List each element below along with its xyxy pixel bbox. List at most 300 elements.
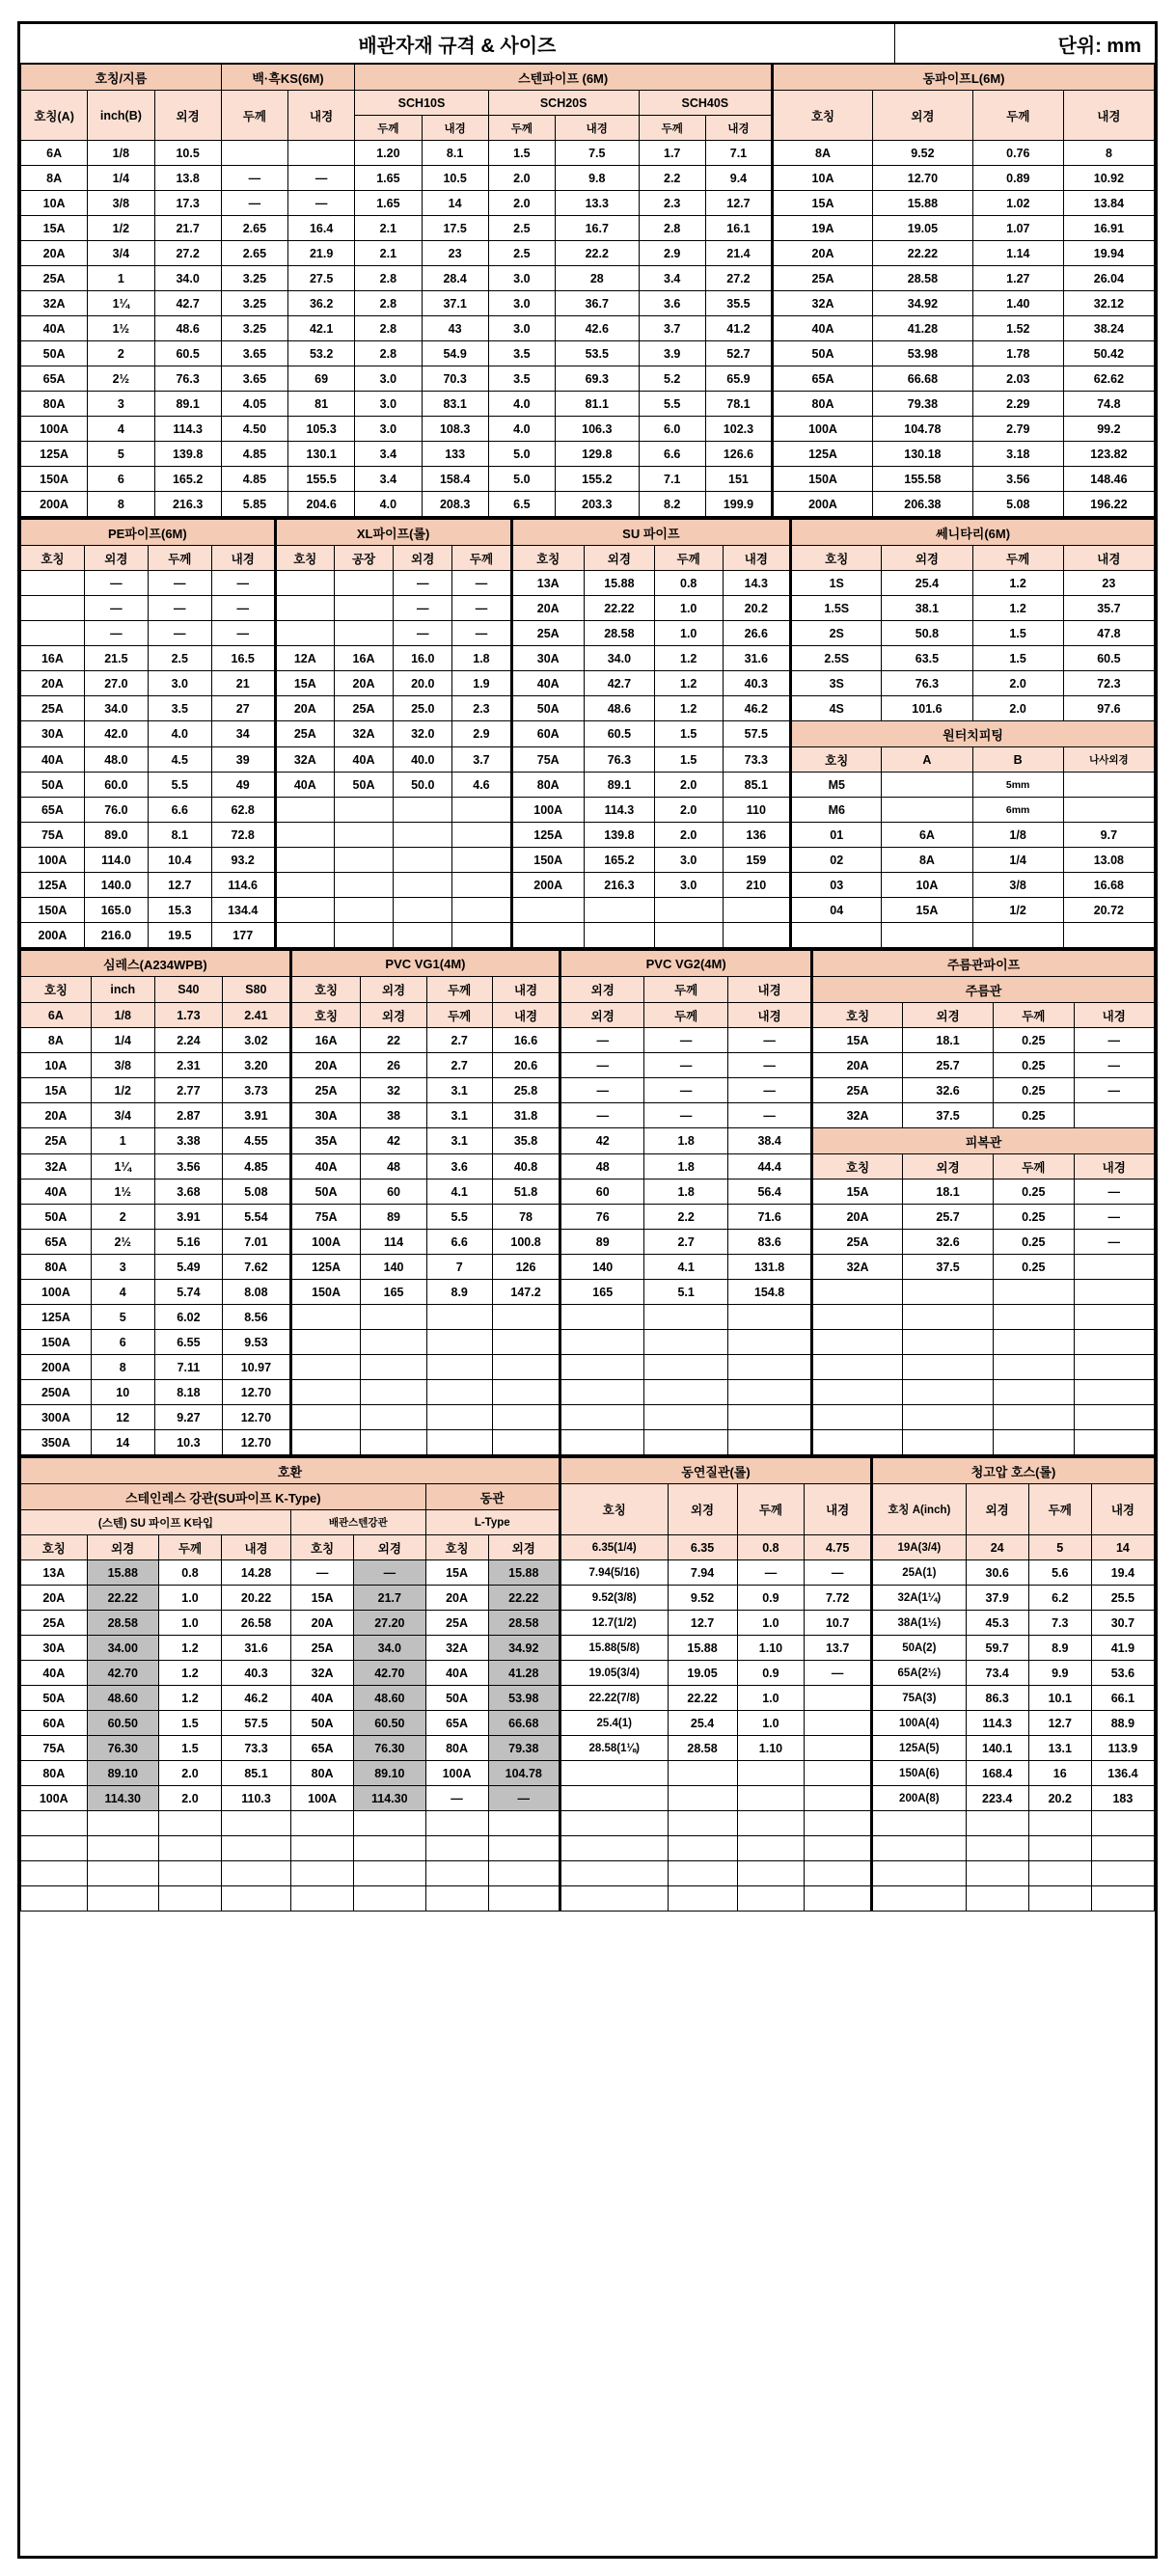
cell-v1-12-3 bbox=[492, 1330, 560, 1355]
cell-cor1-2-0: 25A bbox=[812, 1078, 903, 1103]
table-row bbox=[21, 1586, 1155, 1611]
cell-hose-1-3: 25.5 bbox=[1091, 1586, 1154, 1611]
cell-b1-7-10: 41.2 bbox=[705, 316, 772, 341]
cell-b1-0-13: 0.76 bbox=[972, 141, 1063, 166]
h-cor1-1: 외경 bbox=[903, 1003, 994, 1028]
h-vg1-1: 외경 bbox=[361, 977, 426, 1003]
cell-b1-13-5: 3.4 bbox=[355, 467, 422, 492]
cell-b1-1-0: 8A bbox=[21, 166, 88, 191]
cell-v1-13-1 bbox=[361, 1355, 426, 1380]
cell-v1-10-3: 147.2 bbox=[492, 1280, 560, 1305]
cell-b1-13-4: 155.5 bbox=[288, 467, 355, 492]
cell-b1-11-4: 105.3 bbox=[288, 417, 355, 442]
cell-v2-7-0: 76 bbox=[560, 1205, 644, 1230]
cell-v2-8-1: 2.7 bbox=[644, 1230, 728, 1255]
block4-section-row bbox=[21, 1457, 1155, 1484]
cell-hose-9-0: 200A(8) bbox=[872, 1786, 967, 1811]
cell-b1-7-5: 2.8 bbox=[355, 316, 422, 341]
cell-pe-6-3: 34 bbox=[211, 721, 275, 747]
cell-v1-4-1: 42 bbox=[361, 1128, 426, 1154]
cell-pe-2-0 bbox=[21, 621, 85, 646]
cell-xl-10-2 bbox=[394, 823, 452, 848]
cell-st-4-6: 40A bbox=[425, 1661, 488, 1686]
cell-v1-7-0: 75A bbox=[290, 1205, 361, 1230]
cell-b1-14-12: 206.38 bbox=[872, 492, 972, 517]
cell-cor-blank-15-1 bbox=[903, 1405, 994, 1430]
cell-v2-11-0 bbox=[560, 1305, 644, 1330]
cell-pe-0-3: — bbox=[211, 571, 275, 596]
cell-sc-9-0 bbox=[560, 1786, 668, 1811]
cell-xl-8-2: 50.0 bbox=[394, 773, 452, 798]
cell-b1-2-6: 14 bbox=[422, 191, 488, 216]
cell-sl-6-1: 1¼ bbox=[91, 1154, 154, 1180]
cell-v1-15-0 bbox=[290, 1405, 361, 1430]
cell-v2-15-2 bbox=[728, 1405, 812, 1430]
cell-b1-10-1: 3 bbox=[88, 392, 154, 417]
h-st-0: 호칭 bbox=[21, 1535, 88, 1560]
spec-sheet bbox=[17, 21, 1158, 2559]
cell-b1-0-8: 7.5 bbox=[556, 141, 640, 166]
cell-b1-10-12: 79.38 bbox=[872, 392, 972, 417]
cell-b1-10-6: 83.1 bbox=[422, 392, 488, 417]
cell-su-9-2: 2.0 bbox=[654, 798, 723, 823]
table-row bbox=[21, 646, 1155, 671]
cell-su-2-0: 25A bbox=[511, 621, 584, 646]
cell-b1-0-11: 8A bbox=[773, 141, 873, 166]
cell-xl-6-3: 2.9 bbox=[452, 721, 511, 747]
h-st-3: 내경 bbox=[222, 1535, 291, 1560]
cell-sc-11-2 bbox=[737, 1836, 805, 1861]
cell-xl-5-1: 25A bbox=[334, 696, 393, 721]
cell-pe-2-1: — bbox=[84, 621, 148, 646]
h-cor2-0: 호칭 bbox=[812, 1154, 903, 1180]
cell-v2-10-2: 154.8 bbox=[728, 1280, 812, 1305]
cell-hose-12-1 bbox=[966, 1861, 1028, 1886]
cell-sl-2-0: 10A bbox=[21, 1053, 92, 1078]
cell-v1-13-3 bbox=[492, 1355, 560, 1380]
cell-hose-2-2: 7.3 bbox=[1028, 1611, 1091, 1636]
cell-fit-1-3 bbox=[1063, 798, 1154, 823]
cell-b1-13-12: 155.58 bbox=[872, 467, 972, 492]
cell-sc-4-0: 19.05(3/4) bbox=[560, 1661, 668, 1686]
cell-b1-3-3: 2.65 bbox=[221, 216, 287, 241]
cell-st-7-0: 75A bbox=[21, 1736, 88, 1761]
cell-st-9-7: — bbox=[488, 1786, 560, 1811]
cell-su-13-3 bbox=[723, 898, 791, 923]
cell-v1-15-2 bbox=[426, 1405, 492, 1430]
cell-st-12-2 bbox=[158, 1861, 221, 1886]
cell-b1-14-8: 203.3 bbox=[556, 492, 640, 517]
block4-header-row bbox=[21, 1535, 1155, 1560]
cell-sc-12-1 bbox=[668, 1861, 737, 1886]
cell-b1-4-13: 1.14 bbox=[972, 241, 1063, 266]
cell-v1-4-2: 3.1 bbox=[426, 1128, 492, 1154]
cell-cor2-2-3: — bbox=[1074, 1230, 1155, 1255]
cell-b1-0-3 bbox=[221, 141, 287, 166]
cell-sc-10-2 bbox=[737, 1811, 805, 1836]
cell-v1-0-3: 16.6 bbox=[492, 1028, 560, 1053]
h-sc-1: 외경 bbox=[668, 1484, 737, 1535]
cell-xl-13-2 bbox=[394, 898, 452, 923]
cell-st-0-3: 14.28 bbox=[222, 1560, 291, 1586]
table-row bbox=[21, 621, 1155, 646]
cell-b1-10-10: 78.1 bbox=[705, 392, 772, 417]
cell-st-13-4 bbox=[291, 1886, 354, 1912]
cell-xl-3-1: 16A bbox=[334, 646, 393, 671]
cell-st-13-2 bbox=[158, 1886, 221, 1912]
table-row bbox=[21, 191, 1155, 216]
h-sa-2: 두께 bbox=[972, 546, 1063, 571]
cell-sl-4-0: 20A bbox=[21, 1103, 92, 1128]
cell-v1-8-2: 6.6 bbox=[426, 1230, 492, 1255]
cell-st-0-0: 13A bbox=[21, 1560, 88, 1586]
cell-hose-11-1 bbox=[966, 1836, 1028, 1861]
cell-st-12-4 bbox=[291, 1861, 354, 1886]
cell-cor-blank-15-3 bbox=[1074, 1405, 1155, 1430]
cell-sa-4-2: 2.0 bbox=[972, 671, 1063, 696]
cell-pe-2-3: — bbox=[211, 621, 275, 646]
cell-b1-1-12: 12.70 bbox=[872, 166, 972, 191]
cell-v1-6-0: 50A bbox=[290, 1180, 361, 1205]
cell-v1-12-0 bbox=[290, 1330, 361, 1355]
cell-v1-11-0 bbox=[290, 1305, 361, 1330]
cell-sl-16-3: 12.70 bbox=[223, 1405, 291, 1430]
cell-b1-7-1: 1½ bbox=[88, 316, 154, 341]
h-fit-3: 나사외경 bbox=[1063, 747, 1154, 773]
table-row bbox=[21, 571, 1155, 596]
cell-b1-3-2: 21.7 bbox=[154, 216, 221, 241]
cell-pe-7-0: 40A bbox=[21, 747, 85, 773]
h-hose-1: 외경 bbox=[966, 1484, 1028, 1535]
h-xl-2: 외경 bbox=[394, 546, 452, 571]
cell-b1-9-11: 65A bbox=[773, 366, 873, 392]
cell-sl-0-2: 1.73 bbox=[154, 1003, 223, 1028]
cell-b1-5-5: 2.8 bbox=[355, 266, 422, 291]
cell-pe-1-0 bbox=[21, 596, 85, 621]
cell-b1-2-1: 3/8 bbox=[88, 191, 154, 216]
cell-b1-6-13: 1.40 bbox=[972, 291, 1063, 316]
cell-b1-11-3: 4.50 bbox=[221, 417, 287, 442]
cell-sc-13-0 bbox=[560, 1886, 668, 1912]
cell-b1-10-0: 80A bbox=[21, 392, 88, 417]
cell-sa-2-1: 50.8 bbox=[882, 621, 972, 646]
h-inch: inch(B) bbox=[88, 91, 154, 141]
cell-sl-1-2: 2.24 bbox=[154, 1028, 223, 1053]
h-st-7: 외경 bbox=[488, 1535, 560, 1560]
table-row bbox=[21, 266, 1155, 291]
cell-xl-12-0 bbox=[275, 873, 334, 898]
cell-sl-6-3: 4.85 bbox=[223, 1154, 291, 1180]
cell-st-10-0 bbox=[21, 1811, 88, 1836]
cell-hose-4-3: 53.6 bbox=[1091, 1661, 1154, 1686]
table-row bbox=[21, 671, 1155, 696]
cell-v2-5-0: 48 bbox=[560, 1154, 644, 1180]
cell-b1-1-9: 2.2 bbox=[639, 166, 705, 191]
cell-v2-9-2: 131.8 bbox=[728, 1255, 812, 1280]
cell-sl-12-3: 8.56 bbox=[223, 1305, 291, 1330]
cell-b1-4-6: 23 bbox=[422, 241, 488, 266]
cell-b1-2-5: 1.65 bbox=[355, 191, 422, 216]
cell-pe-4-0: 20A bbox=[21, 671, 85, 696]
cell-b1-0-2: 10.5 bbox=[154, 141, 221, 166]
table-row bbox=[21, 1405, 1155, 1430]
h-vg2b-0: 외경 bbox=[560, 1003, 644, 1028]
cell-st-6-0: 60A bbox=[21, 1711, 88, 1736]
cell-b1-5-8: 28 bbox=[556, 266, 640, 291]
table-row bbox=[21, 241, 1155, 266]
table-row bbox=[21, 923, 1155, 948]
cell-su-8-1: 89.1 bbox=[584, 773, 654, 798]
table-row bbox=[21, 1430, 1155, 1455]
cell-pe-10-3: 72.8 bbox=[211, 823, 275, 848]
cell-cor2-3-2: 0.25 bbox=[994, 1255, 1074, 1280]
cell-v2-9-0: 140 bbox=[560, 1255, 644, 1280]
cell-st-1-1: 22.22 bbox=[87, 1586, 158, 1611]
cell-b1-0-14: 8 bbox=[1063, 141, 1154, 166]
table-row bbox=[21, 467, 1155, 492]
sc-row-h0: 6.35(1/4) bbox=[560, 1535, 668, 1560]
cell-b1-9-3: 3.65 bbox=[221, 366, 287, 392]
cell-xl-6-0: 25A bbox=[275, 721, 334, 747]
table-row bbox=[21, 1636, 1155, 1661]
cell-pe-12-1: 140.0 bbox=[84, 873, 148, 898]
cell-b1-1-5: 1.65 bbox=[355, 166, 422, 191]
cell-hose-10-2 bbox=[1028, 1811, 1091, 1836]
cell-b1-4-1: 3/4 bbox=[88, 241, 154, 266]
cell-fit-3-0: 02 bbox=[791, 848, 882, 873]
cell-st-9-3: 110.3 bbox=[222, 1786, 291, 1811]
cell-su-12-1: 216.3 bbox=[584, 873, 654, 898]
cell-v2-11-1 bbox=[644, 1305, 728, 1330]
cell-cor1-2-1: 32.6 bbox=[903, 1078, 994, 1103]
cell-pe-13-2: 15.3 bbox=[148, 898, 211, 923]
cell-su-9-1: 114.3 bbox=[584, 798, 654, 823]
cell-sa-2-2: 1.5 bbox=[972, 621, 1063, 646]
cell-b1-14-1: 8 bbox=[88, 492, 154, 517]
cell-sc-6-3 bbox=[805, 1711, 872, 1736]
cell-st-9-4: 100A bbox=[291, 1786, 354, 1811]
cell-xl-9-1 bbox=[334, 798, 393, 823]
cell-b1-14-6: 208.3 bbox=[422, 492, 488, 517]
cell-b1-1-7: 2.0 bbox=[488, 166, 555, 191]
cell-st-7-2: 1.5 bbox=[158, 1736, 221, 1761]
cell-cor-blank-14-0 bbox=[812, 1380, 903, 1405]
cell-xl-3-3: 1.8 bbox=[452, 646, 511, 671]
cell-sc-13-1 bbox=[668, 1886, 737, 1912]
cell-st-1-7: 22.22 bbox=[488, 1586, 560, 1611]
cell-b1-8-14: 50.42 bbox=[1063, 341, 1154, 366]
cell-v1-2-1: 32 bbox=[361, 1078, 426, 1103]
cell-b1-9-4: 69 bbox=[288, 366, 355, 392]
cell-sl-7-1: 1½ bbox=[91, 1180, 154, 1205]
cell-b1-11-11: 100A bbox=[773, 417, 873, 442]
cell-v1-4-0: 35A bbox=[290, 1128, 361, 1154]
cell-v1-3-0: 30A bbox=[290, 1103, 361, 1128]
cell-v2-3-1: — bbox=[644, 1103, 728, 1128]
cell-xl-9-3 bbox=[452, 798, 511, 823]
table-row bbox=[21, 1230, 1155, 1255]
cell-st-13-6 bbox=[425, 1886, 488, 1912]
cell-v2-3-2: — bbox=[728, 1103, 812, 1128]
cell-xl-11-2 bbox=[394, 848, 452, 873]
cell-xl-7-1: 40A bbox=[334, 747, 393, 773]
cell-hose-9-3: 183 bbox=[1091, 1786, 1154, 1811]
cell-cor-blank-11-1 bbox=[903, 1305, 994, 1330]
cell-sc-11-1 bbox=[668, 1836, 737, 1861]
table-row bbox=[21, 696, 1155, 721]
cell-b1-8-13: 1.78 bbox=[972, 341, 1063, 366]
cell-cor-blank-13-0 bbox=[812, 1355, 903, 1380]
cell-b1-3-5: 2.1 bbox=[355, 216, 422, 241]
cell-v1-6-1: 60 bbox=[361, 1180, 426, 1205]
cell-st-6-6: 65A bbox=[425, 1711, 488, 1736]
cell-su-14-1 bbox=[584, 923, 654, 948]
cell-cor2-0-1: 18.1 bbox=[903, 1180, 994, 1205]
cell-su-14-3 bbox=[723, 923, 791, 948]
cell-sl-6-2: 3.56 bbox=[154, 1154, 223, 1180]
cell-cor2-3-1: 37.5 bbox=[903, 1255, 994, 1280]
stainless-title: 스테인레스 강관(SU파이프 K-Type) bbox=[21, 1484, 426, 1510]
cell-b1-2-12: 15.88 bbox=[872, 191, 972, 216]
cell-pe-1-3: — bbox=[211, 596, 275, 621]
cell-b1-0-10: 7.1 bbox=[705, 141, 772, 166]
cell-b1-4-11: 20A bbox=[773, 241, 873, 266]
table-row bbox=[21, 1811, 1155, 1836]
cell-b1-3-10: 16.1 bbox=[705, 216, 772, 241]
cell-sl-12-1: 5 bbox=[91, 1305, 154, 1330]
cell-cor2-1-1: 25.7 bbox=[903, 1205, 994, 1230]
cell-b1-5-12: 28.58 bbox=[872, 266, 972, 291]
cell-sl-9-3: 7.01 bbox=[223, 1230, 291, 1255]
cell-cor-blank-15-2 bbox=[994, 1405, 1074, 1430]
cell-b1-13-1: 6 bbox=[88, 467, 154, 492]
cell-su-11-1: 165.2 bbox=[584, 848, 654, 873]
cell-hose-7-2: 13.1 bbox=[1028, 1736, 1091, 1761]
cell-xl-8-1: 50A bbox=[334, 773, 393, 798]
cell-b1-11-13: 2.79 bbox=[972, 417, 1063, 442]
cell-v1-10-0: 150A bbox=[290, 1280, 361, 1305]
cell-xl-7-2: 40.0 bbox=[394, 747, 452, 773]
cell-sc-11-3 bbox=[805, 1836, 872, 1861]
h-cor2-3: 내경 bbox=[1074, 1154, 1155, 1180]
cell-pe-14-2: 19.5 bbox=[148, 923, 211, 948]
cell-sl-8-0: 50A bbox=[21, 1205, 92, 1230]
block4-table bbox=[20, 1455, 1155, 1912]
cell-b1-10-11: 80A bbox=[773, 392, 873, 417]
table-row bbox=[21, 316, 1155, 341]
table-row bbox=[21, 341, 1155, 366]
block4-subsection-row bbox=[21, 1484, 1155, 1510]
cell-sc-8-2 bbox=[737, 1761, 805, 1786]
cell-xl-13-0 bbox=[275, 898, 334, 923]
cell-v1-9-1: 140 bbox=[361, 1255, 426, 1280]
section-su: SU 파이프 bbox=[511, 519, 791, 546]
cell-b1-9-2: 76.3 bbox=[154, 366, 221, 392]
cell-b1-8-6: 54.9 bbox=[422, 341, 488, 366]
h-vg1-3: 내경 bbox=[492, 977, 560, 1003]
h-vg1b-2: 두께 bbox=[426, 1003, 492, 1028]
cell-fit-5-1: 15A bbox=[882, 898, 972, 923]
cell-su-11-2: 3.0 bbox=[654, 848, 723, 873]
cell-sc-12-0 bbox=[560, 1861, 668, 1886]
cell-pe-8-1: 60.0 bbox=[84, 773, 148, 798]
cell-b1-12-0: 125A bbox=[21, 442, 88, 467]
cell-b1-7-13: 1.52 bbox=[972, 316, 1063, 341]
cell-b1-14-7: 6.5 bbox=[488, 492, 555, 517]
cell-b1-1-4: — bbox=[288, 166, 355, 191]
cell-st-11-3 bbox=[222, 1836, 291, 1861]
cell-su-10-1: 139.8 bbox=[584, 823, 654, 848]
h-cor2-2: 두께 bbox=[994, 1154, 1074, 1180]
cell-sl-5-3: 4.55 bbox=[223, 1128, 291, 1154]
cell-sl-11-2: 5.74 bbox=[154, 1280, 223, 1305]
cell-st-13-7 bbox=[488, 1886, 560, 1912]
cell-sl-8-1: 2 bbox=[91, 1205, 154, 1230]
cell-xl-14-1 bbox=[334, 923, 393, 948]
cell-sc-2-1: 12.7 bbox=[668, 1611, 737, 1636]
cell-st-3-4: 25A bbox=[291, 1636, 354, 1661]
cell-sc-6-0: 25.4(1) bbox=[560, 1711, 668, 1736]
h-st-4: 호칭 bbox=[291, 1535, 354, 1560]
cell-b1-4-4: 21.9 bbox=[288, 241, 355, 266]
cell-st-5-6: 50A bbox=[425, 1686, 488, 1711]
cell-b1-9-0: 65A bbox=[21, 366, 88, 392]
cell-sa-0-3: 23 bbox=[1063, 571, 1154, 596]
cell-b1-12-10: 126.6 bbox=[705, 442, 772, 467]
cell-hose-6-2: 12.7 bbox=[1028, 1711, 1091, 1736]
cell-b1-12-3: 4.85 bbox=[221, 442, 287, 467]
cell-v1-9-3: 126 bbox=[492, 1255, 560, 1280]
cell-sc-12-3 bbox=[805, 1861, 872, 1886]
cell-sc-0-3: — bbox=[805, 1560, 872, 1586]
h-s40-i: 내경 bbox=[705, 116, 772, 141]
cell-xl-1-2: — bbox=[394, 596, 452, 621]
cell-sl-1-0: 8A bbox=[21, 1028, 92, 1053]
h-cor1-3: 내경 bbox=[1074, 1003, 1155, 1028]
cell-fit-4-0: 03 bbox=[791, 873, 882, 898]
cell-b1-14-2: 216.3 bbox=[154, 492, 221, 517]
cell-xl-11-3 bbox=[452, 848, 511, 873]
cell-st-2-7: 28.58 bbox=[488, 1611, 560, 1636]
cell-hose-7-1: 140.1 bbox=[966, 1736, 1028, 1761]
h-su-0: 호칭 bbox=[511, 546, 584, 571]
table-row bbox=[21, 1205, 1155, 1230]
cell-st-1-6: 20A bbox=[425, 1586, 488, 1611]
cell-b1-13-3: 4.85 bbox=[221, 467, 287, 492]
cell-xl-4-3: 1.9 bbox=[452, 671, 511, 696]
cell-hose-1-0: 32A(1¼) bbox=[872, 1586, 967, 1611]
cell-fit-1-2: 6mm bbox=[972, 798, 1063, 823]
section-compat: 호환 bbox=[21, 1457, 560, 1484]
cell-b1-4-3: 2.65 bbox=[221, 241, 287, 266]
cell-sl-14-1: 8 bbox=[91, 1355, 154, 1380]
cell-sl-3-0: 15A bbox=[21, 1078, 92, 1103]
table-row bbox=[21, 1180, 1155, 1205]
cell-v1-16-3 bbox=[492, 1430, 560, 1455]
cell-xl-0-1 bbox=[334, 571, 393, 596]
cell-cor2-0-0: 15A bbox=[812, 1180, 903, 1205]
cell-hose-11-3 bbox=[1091, 1836, 1154, 1861]
cell-sl-10-0: 80A bbox=[21, 1255, 92, 1280]
cell-b1-2-2: 17.3 bbox=[154, 191, 221, 216]
cell-st-4-3: 40.3 bbox=[222, 1661, 291, 1686]
cell-su-6-3: 57.5 bbox=[723, 721, 791, 747]
stainless-sub2: 배관스텐강관 bbox=[291, 1510, 425, 1535]
cell-b1-8-1: 2 bbox=[88, 341, 154, 366]
cell-sa-3-3: 60.5 bbox=[1063, 646, 1154, 671]
cell-b1-5-7: 3.0 bbox=[488, 266, 555, 291]
cell-st-11-2 bbox=[158, 1836, 221, 1861]
